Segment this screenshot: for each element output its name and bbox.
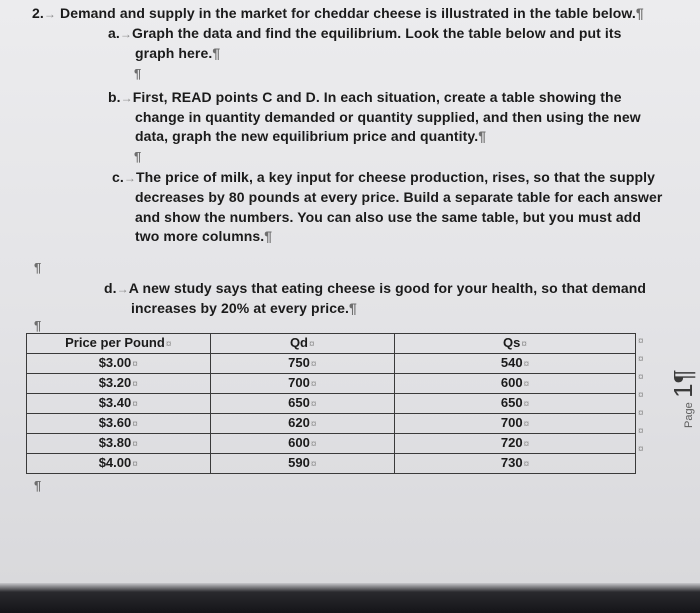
table-row — [27, 374, 636, 394]
qs-cell: 720¤ — [395, 434, 636, 454]
qs-cell: 650¤ — [395, 394, 636, 414]
qd-cell: 650¤ — [210, 394, 395, 414]
table-row — [27, 414, 636, 434]
table-row — [27, 454, 636, 474]
table-header-row — [27, 334, 636, 354]
price-cell: $3.60¤ — [27, 414, 211, 434]
qd-cell: 600¤ — [210, 434, 395, 454]
part-a-line-1: a.→Graph the data and find the equilibrium. Look the table below and put its — [108, 25, 622, 41]
question-title: Demand and supply in the market for cheddar cheese is illustrated in the table below. — [60, 5, 636, 21]
qd-cell: 620¤ — [210, 414, 395, 434]
part-c-line-1: c.→The price of milk, a key input for cheese production, rises, so that the supply — [112, 169, 656, 185]
table-row — [27, 434, 636, 454]
part-b-line-2: change in quantity demanded or quantity supplied, and then using the new — [135, 109, 641, 125]
qs-cell: 730¤ — [395, 454, 636, 474]
part-c-line-3: and show the numbers. You can also use the same table, but you must add — [135, 209, 642, 225]
pilcrow-mark: ¶ — [34, 318, 42, 333]
pilcrow-mark: ¶ — [134, 149, 142, 164]
header-price: Price per Pound¤ — [27, 334, 211, 354]
supply-demand-table — [26, 333, 636, 474]
qs-cell: 700¤ — [395, 414, 636, 434]
header-qd: Qd¤ — [210, 334, 395, 354]
qs-cell: 600¤ — [395, 374, 636, 394]
table-row — [27, 394, 636, 414]
question-title-line: 2.→ Demand and supply in the market for cheddar cheese is illustrated in the table below.¶ — [32, 5, 644, 21]
part-b-line-1: b.→First, READ points C and D. In each situation, create a table showing the — [108, 89, 622, 105]
pilcrow-mark: ¶ — [134, 66, 142, 81]
qs-cell: 540¤ — [395, 354, 636, 374]
part-a-line-2: graph here.¶ — [135, 45, 221, 61]
part-b-line-3: data, graph the new equilibrium price and quantity.¶ — [135, 128, 487, 144]
row-end-markers: ¤ ¤ ¤ ¤ ¤ ¤ ¤ — [638, 336, 644, 455]
price-cell: $3.20¤ — [27, 374, 211, 394]
pilcrow-mark: ¶ — [34, 478, 42, 493]
question-number: 2. — [32, 5, 44, 21]
qd-cell: 590¤ — [210, 454, 395, 474]
price-cell: $4.00¤ — [27, 454, 211, 474]
table-row — [27, 354, 636, 374]
qd-cell: 700¤ — [210, 374, 395, 394]
part-c-line-2: decreases by 80 pounds at every price. Build a separate table for each answer — [135, 189, 663, 205]
header-qs: Qs¤ — [395, 334, 636, 354]
price-cell: $3.00¤ — [27, 354, 211, 374]
part-d-line-1: d.→A new study says that eating cheese is good for your health, so that demand — [104, 280, 647, 296]
qd-cell: 750¤ — [210, 354, 395, 374]
page-number-label: Page 1¶ — [668, 369, 698, 428]
part-d-line-2: increases by 20% at every price.¶ — [131, 300, 357, 316]
price-cell: $3.40¤ — [27, 394, 211, 414]
price-cell: $3.80¤ — [27, 434, 211, 454]
screen-bottom-edge — [0, 583, 700, 613]
part-c-line-4: two more columns.¶ — [135, 228, 273, 244]
pilcrow-mark: ¶ — [34, 260, 42, 275]
